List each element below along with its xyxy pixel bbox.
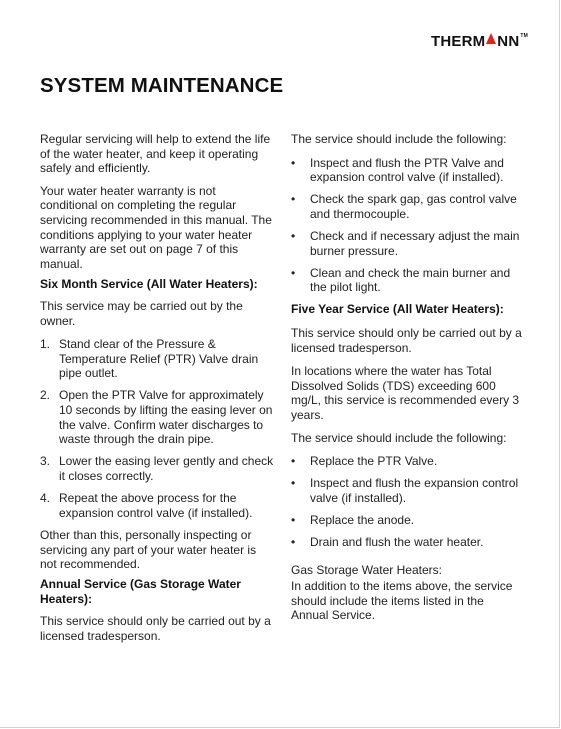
brand-logo-right: NN bbox=[497, 33, 520, 50]
bullet: • bbox=[291, 476, 296, 491]
list-item-text: Inspect and flush the PTR Valve and expansion control valve (if installed). bbox=[310, 155, 504, 185]
list-item bbox=[291, 513, 523, 528]
gas-storage-note: In addition to the items above, the service should include the items listed in the Annual Service. bbox=[291, 579, 513, 623]
list-item-text: Replace the PTR Valve. bbox=[310, 454, 438, 469]
other-note: Other than this, personally inspecting or servicing any part of your water heater is not recommended. bbox=[40, 528, 257, 572]
tds-note: In locations where the water has Total Dissolved Solids (TDS) exceeding 600 mg/L, this service is recommended every 3 years. bbox=[291, 364, 520, 422]
list-item-text: Lower the easing lever gently and check it closes correctly. bbox=[59, 454, 274, 483]
list-item-text: Open the PTR Valve for approximately 10 seconds by lifting the easing lever on the valve. Confirm water discharges to waste through the drain pipe. bbox=[59, 388, 273, 447]
intro-paragraph: Regular servicing will help to extend the life of the water heater, and keep it operating safely and efficiently. bbox=[40, 132, 271, 176]
list-number: 3. bbox=[40, 454, 51, 469]
list-item bbox=[291, 535, 523, 550]
annual-items bbox=[291, 156, 523, 295]
list-item bbox=[40, 388, 274, 446]
bullet: • bbox=[291, 454, 296, 469]
list-number: 1. bbox=[40, 337, 51, 352]
bullet: • bbox=[291, 192, 296, 207]
list-item bbox=[291, 266, 523, 295]
list-item-text: Clean and check the main burner and the pilot light. bbox=[310, 265, 511, 295]
annual-heading: Annual Service (Gas Storage Water Heaters): bbox=[40, 576, 241, 606]
list-item-text: Replace the anode. bbox=[310, 512, 415, 527]
list-item bbox=[291, 476, 523, 505]
six-month-intro: This service may be carried out by the owner. bbox=[40, 298, 243, 328]
five-year-intro: This service should only be carried out by a licensed tradesperson. bbox=[291, 325, 522, 355]
brand-logo-left: THERM bbox=[430, 33, 486, 50]
bullet: • bbox=[291, 265, 296, 280]
list-item-text: Inspect and flush the expansion control valve (if installed). bbox=[310, 476, 519, 505]
list-number: 4. bbox=[40, 490, 51, 505]
left-column bbox=[40, 132, 274, 651]
six-month-steps bbox=[40, 337, 274, 520]
five-year-items bbox=[291, 454, 523, 549]
five-year-include: The service should include the following: bbox=[291, 430, 507, 445]
list-item-text: Check the spark gap, gas control valve and thermocouple. bbox=[310, 192, 517, 221]
six-month-heading: Six Month Service (All Water Heaters): bbox=[40, 277, 258, 292]
list-item-text: Stand clear of the Pressure & Temperature Relief (PTR) Valve drain pipe outlet. bbox=[59, 337, 259, 381]
list-number: 2. bbox=[40, 388, 51, 403]
bullet: • bbox=[291, 155, 296, 170]
list-item bbox=[291, 454, 523, 469]
bullet: • bbox=[291, 228, 296, 243]
bullet: • bbox=[291, 512, 296, 527]
list-item bbox=[40, 491, 274, 520]
list-item bbox=[291, 192, 523, 221]
brand-triangle-icon bbox=[486, 33, 496, 44]
brand-logo bbox=[431, 33, 528, 50]
gas-storage-label: Gas Storage Water Heaters: bbox=[291, 562, 442, 577]
list-item bbox=[40, 337, 274, 381]
list-item bbox=[291, 229, 523, 258]
right-column bbox=[291, 132, 523, 631]
page-title: SYSTEM MAINTENANCE bbox=[40, 74, 284, 97]
list-item bbox=[40, 454, 274, 483]
brand-trademark: TM bbox=[520, 33, 528, 39]
list-item-text: Repeat the above process for the expansion control valve (if installed). bbox=[59, 490, 253, 520]
five-year-heading: Five Year Service (All Water Heaters): bbox=[291, 302, 504, 317]
list-item bbox=[291, 156, 523, 185]
warranty-paragraph: Your water heater warranty is not conditional on completing the regular servicing recommended in this manual. The conditions applying to your water heater warranty are set out on page 7 of this manual. bbox=[40, 183, 272, 271]
list-item-text: Check and if necessary adjust the main burner pressure. bbox=[310, 228, 520, 258]
annual-intro: This service should only be carried out by a licensed tradesperson. bbox=[40, 614, 271, 643]
bullet: • bbox=[291, 534, 296, 549]
annual-include: The service should include the following: bbox=[291, 132, 507, 146]
list-item-text: Drain and flush the water heater. bbox=[310, 534, 484, 549]
